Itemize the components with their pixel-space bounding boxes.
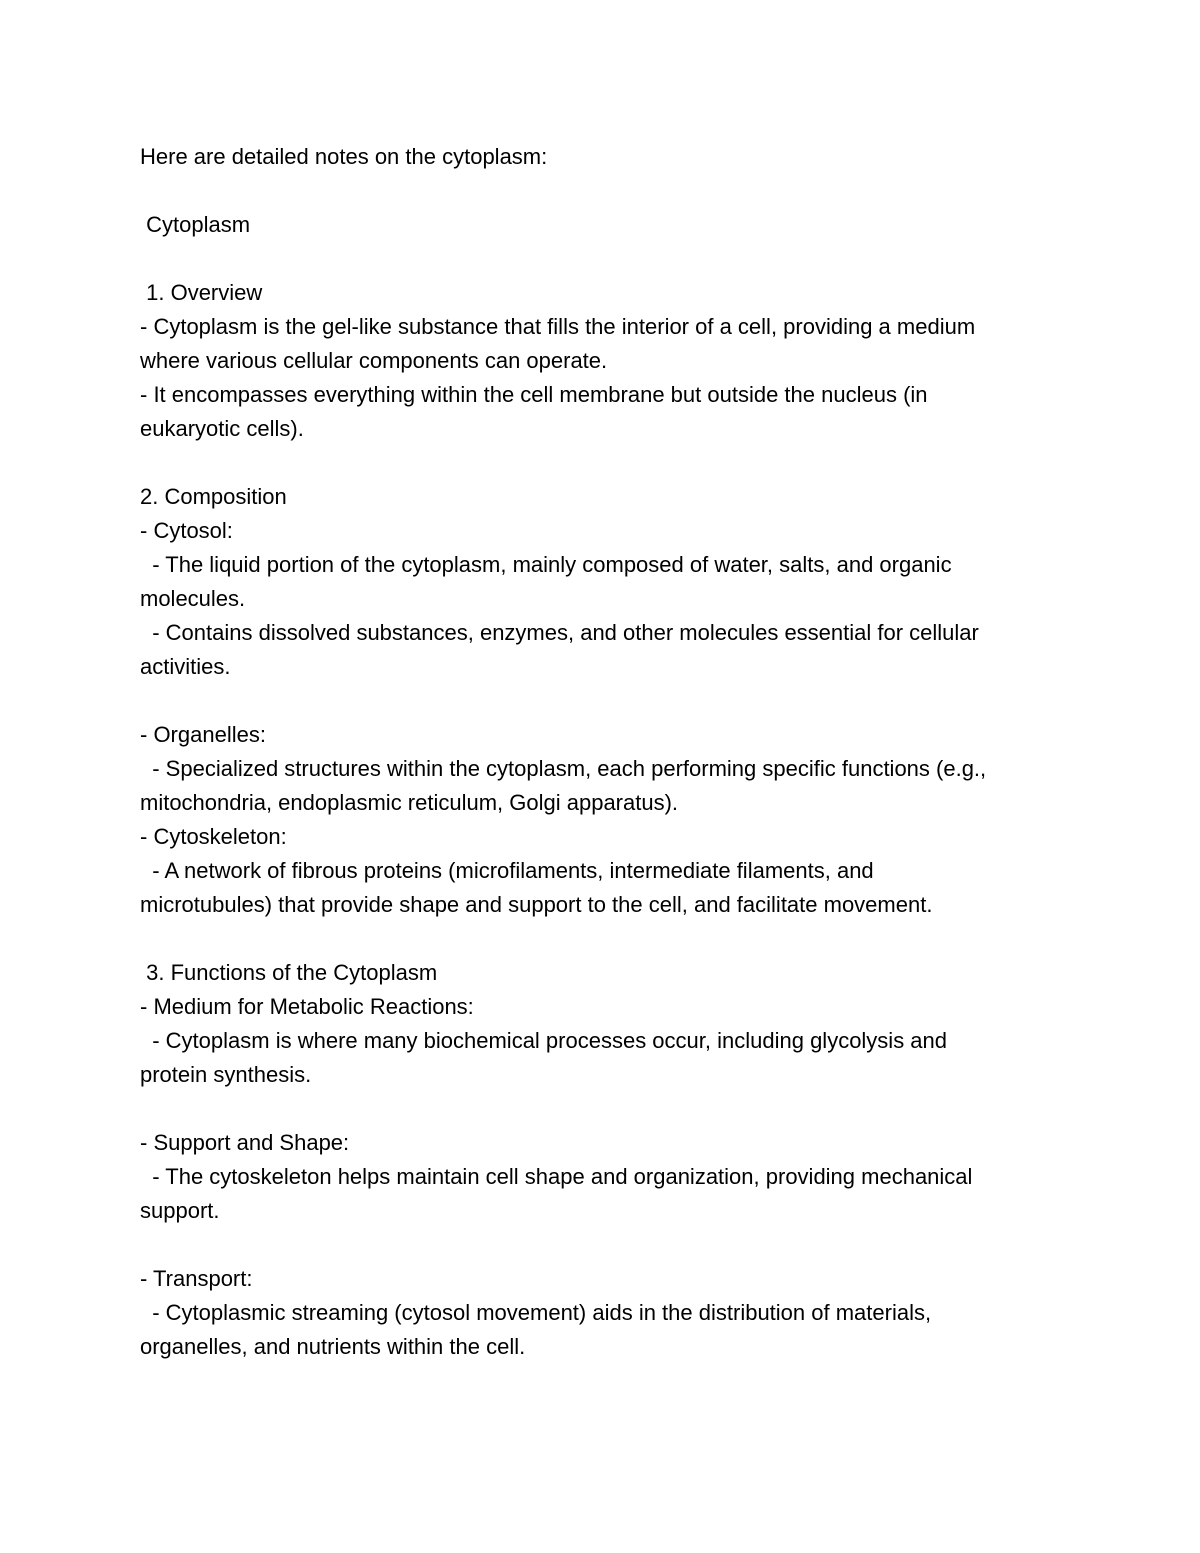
blank-line bbox=[140, 242, 1060, 276]
section-heading-overview: 1. Overview bbox=[140, 280, 263, 305]
text-line: support. bbox=[140, 1198, 220, 1223]
text-line: where various cellular components can operate. bbox=[140, 348, 608, 373]
text-line: - It encompasses everything within the cell membrane but outside the nucleus (in bbox=[140, 382, 928, 407]
text-line: eukaryotic cells). bbox=[140, 416, 304, 441]
document-heading: Cytoplasm bbox=[140, 212, 251, 237]
document-text bbox=[140, 140, 1060, 1364]
intro-line: Here are detailed notes on the cytoplasm: bbox=[140, 144, 548, 169]
text-line: - The cytoskeleton helps maintain cell shape and organization, providing mechanical bbox=[140, 1164, 973, 1189]
text-line: organelles, and nutrients within the cell. bbox=[140, 1334, 526, 1359]
text-line: - Cytoplasm is the gel-like substance that fills the interior of a cell, providing a medium bbox=[140, 314, 976, 339]
text-line: - Cytoplasm is where many biochemical processes occur, including glycolysis and bbox=[140, 1028, 948, 1053]
text-line: - Transport: bbox=[140, 1266, 253, 1291]
text-line: - A network of fibrous proteins (microfilaments, intermediate filaments, and bbox=[140, 858, 874, 883]
blank-line bbox=[140, 1228, 1060, 1262]
blank-line bbox=[140, 1092, 1060, 1126]
text-line: protein synthesis. bbox=[140, 1062, 312, 1087]
text-line: molecules. bbox=[140, 586, 246, 611]
section-heading-composition: 2. Composition bbox=[140, 484, 287, 509]
text-line: mitochondria, endoplasmic reticulum, Golgi apparatus). bbox=[140, 790, 679, 815]
blank-line bbox=[140, 174, 1060, 208]
text-line: microtubules) that provide shape and support to the cell, and facilitate movement. bbox=[140, 892, 933, 917]
blank-line bbox=[140, 684, 1060, 718]
text-line: - Cytosol: bbox=[140, 518, 233, 543]
text-line: - Cytoskeleton: bbox=[140, 824, 287, 849]
text-line: - The liquid portion of the cytoplasm, mainly composed of water, salts, and organic bbox=[140, 552, 952, 577]
text-line: - Specialized structures within the cytoplasm, each performing specific functions (e.g., bbox=[140, 756, 987, 781]
text-line: activities. bbox=[140, 654, 231, 679]
blank-line bbox=[140, 446, 1060, 480]
text-line: - Cytoplasmic streaming (cytosol movement) aids in the distribution of materials, bbox=[140, 1300, 932, 1325]
text-line: - Contains dissolved substances, enzymes, and other molecules essential for cellular bbox=[140, 620, 979, 645]
text-line: - Organelles: bbox=[140, 722, 266, 747]
section-heading-functions: 3. Functions of the Cytoplasm bbox=[140, 960, 438, 985]
text-line: - Medium for Metabolic Reactions: bbox=[140, 994, 474, 1019]
blank-line bbox=[140, 922, 1060, 956]
text-line: - Support and Shape: bbox=[140, 1130, 350, 1155]
